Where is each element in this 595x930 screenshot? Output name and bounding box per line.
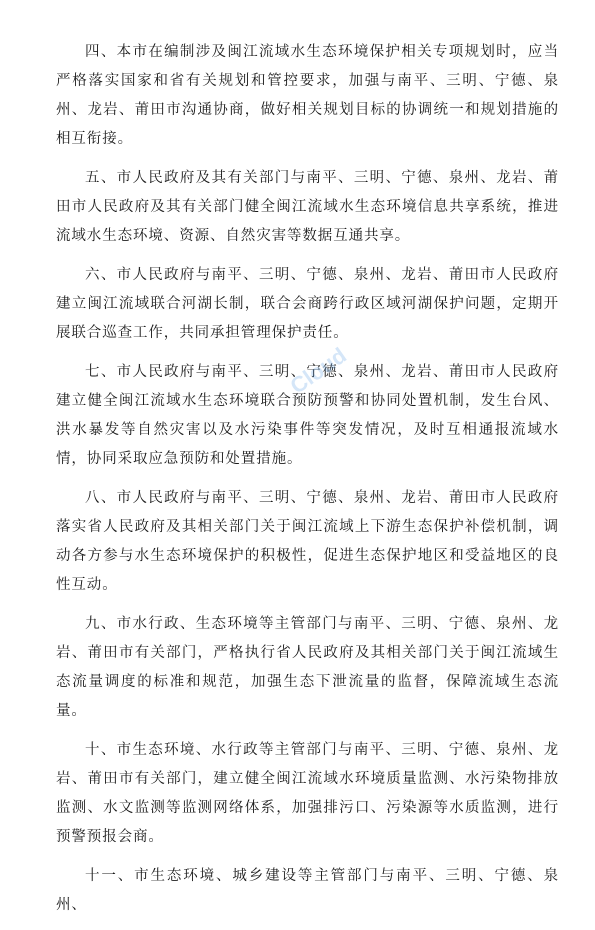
paragraph-5: 五、市人民政府及其有关部门与南平、三明、宁德、泉州、龙岩、莆田市人民政府及其有关部门健全闽江流域水生态环境信息共享系统，推进流域水生态环境、资源、自然灾害等数据互通共享。 bbox=[56, 170, 559, 244]
paragraph-10: 十、市生态环境、水行政等主管部门与南平、三明、宁德、泉州、龙岩、莆田市有关部门，建立健全闽江流域水环境质量监测、水污染物排放监测、水文监测等监测网络体系，加强排污口、污染源等水质监测，进行预警预报会商。 bbox=[56, 742, 559, 845]
paragraph-9: 九、市水行政、生态环境等主管部门与南平、三明、宁德、泉州、龙岩、莆田市有关部门，严格执行省人民政府及其相关部门关于闽江流域生态流量调度的标准和规范，加强生态下泄流量的监督，保障流域生态流量。 bbox=[56, 616, 559, 719]
paragraph-6: 六、市人民政府与南平、三明、宁德、泉州、龙岩、莆田市人民政府建立闽江流域联合河湖长制，联合会商跨行政区域河湖保护问题，定期开展联合巡查工作，共同承担管理保护责任。 bbox=[56, 267, 559, 341]
watermark-text: Cloud bbox=[285, 342, 351, 399]
paragraph-7: 七、市人民政府与南平、三明、宁德、泉州、龙岩、莆田市人民政府建立健全闽江流域水生态环境联合预防预警和协同处置机制，发生台风、洪水暴发等自然灾害以及水污染事件等突发情况，及时互相通报流域水情，协同采取应急预防和处置措施。 bbox=[56, 364, 559, 467]
document-body bbox=[56, 38, 559, 930]
paragraph-4: 四、本市在编制涉及闽江流域水生态环境保护相关专项规划时，应当严格落实国家和省有关规划和管控要求，加强与南平、三明、宁德、泉州、龙岩、莆田市沟通协商，做好相关规划目标的协调统一和规划措施的相互衔接。 bbox=[56, 44, 559, 147]
paragraph-8: 八、市人民政府与南平、三明、宁德、泉州、龙岩、莆田市人民政府落实省人民政府及其相关部门关于闽江流域上下游生态保护补偿机制，调动各方参与水生态环境保护的积极性，促进生态保护地区和受益地区的良性互动。 bbox=[56, 490, 559, 593]
paragraph-11: 十一、市生态环境、城乡建设等主管部门与南平、三明、宁德、泉州、 bbox=[56, 868, 559, 913]
